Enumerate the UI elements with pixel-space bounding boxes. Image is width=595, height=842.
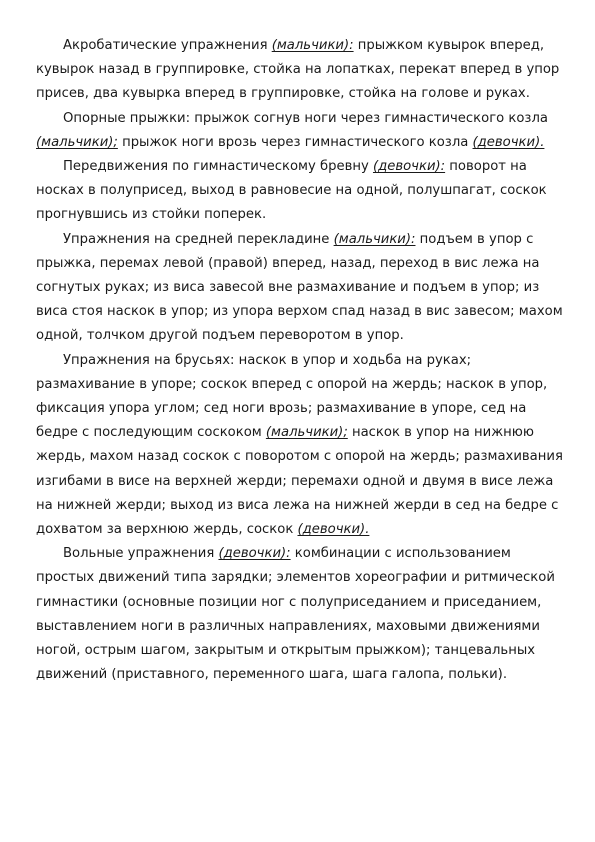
paragraph-lead: Акробатические упражнения xyxy=(63,38,272,53)
group-tag-girls: (девочки). xyxy=(297,522,370,538)
paragraph-parallel-bars xyxy=(36,349,564,543)
paragraph-text: прыжком кувырок вперед, кувырок назад в группировке, стойка на лопатках, перекат вперед в упор присев, два кувырка вперед в группировке, стойка на голове и руках. xyxy=(36,38,560,102)
paragraph-beam xyxy=(36,155,564,228)
group-tag-girls: (девочки): xyxy=(218,546,291,562)
paragraph-text: поворот на носках в полуприсед, выход в равновесие на одной, полушпагат, соскок прогнувшись из стойки поперек. xyxy=(36,159,547,223)
paragraph-lead: Передвижения по гимнастическому бревну xyxy=(63,159,373,175)
paragraph-text: подъем в упор с прыжка, перемах левой (правой) вперед, назад, переход в вис лежа на согнутых руках; из виса завесой вне размахивание и подъем в упор; из виса стоя наскок в упор; из упора верхом спад назад в вис завесом; махом одной, толчком другой подъем переворотом в упор. xyxy=(36,231,563,344)
paragraph-high-bar xyxy=(36,228,564,349)
paragraph-lead: Вольные упражнения xyxy=(63,546,219,562)
group-tag-boys: (мальчики): xyxy=(333,231,416,247)
group-tag-boys: (мальчики); xyxy=(265,425,348,441)
group-tag-boys: (мальчики): xyxy=(271,38,354,53)
document-body xyxy=(36,34,564,687)
group-tag-girls: (девочки): xyxy=(372,159,446,175)
group-tag-boys: (мальчики); xyxy=(36,134,118,150)
paragraph-vaults xyxy=(36,107,564,155)
paragraph-lead: Упражнения на средней перекладине xyxy=(63,231,334,247)
group-tag-girls: (девочки). xyxy=(472,134,545,150)
paragraph-acrobatics xyxy=(36,34,564,107)
paragraph-floor xyxy=(36,542,564,687)
paragraph-text: прыжок ноги врозь через гимнастического козла xyxy=(117,134,473,150)
paragraph-lead: Опорные прыжки: прыжок согнув ноги через гимнастического козла xyxy=(63,110,548,126)
paragraph-lead: Упражнения на брусьях: наскок в упор и ходьба на руках; размахивание в упоре; соскок вперед с опорой на жердь; наскок в упор, фиксация упора углом; сед ноги врозь; размахивание в упоре, сед на бедре с последующим соскоком xyxy=(36,352,548,441)
paragraph-text: наскок в упор на нижнюю жердь, махом назад соскок с поворотом с опорой на жердь; размахивания изгибами в висе на верхней жерди; перемахи одной и двумя в висе лежа на нижней жерди; выход из виса лежа на нижней жерди в сед на бедре с дохватом за верхнюю жердь, соскок xyxy=(36,425,563,538)
paragraph-text: комбинации с использованием простых движений типа зарядки; элементов хореографии и ритмической гимнастики (основные позиции ног с полуприседанием и приседанием, выставлением ноги в различных направлениях, маховыми движениями ногой, острым шагом, закрытым и открытым прыжком); танцевальных движений (приставного, переменного шага, шага галопа, польки). xyxy=(36,546,555,683)
